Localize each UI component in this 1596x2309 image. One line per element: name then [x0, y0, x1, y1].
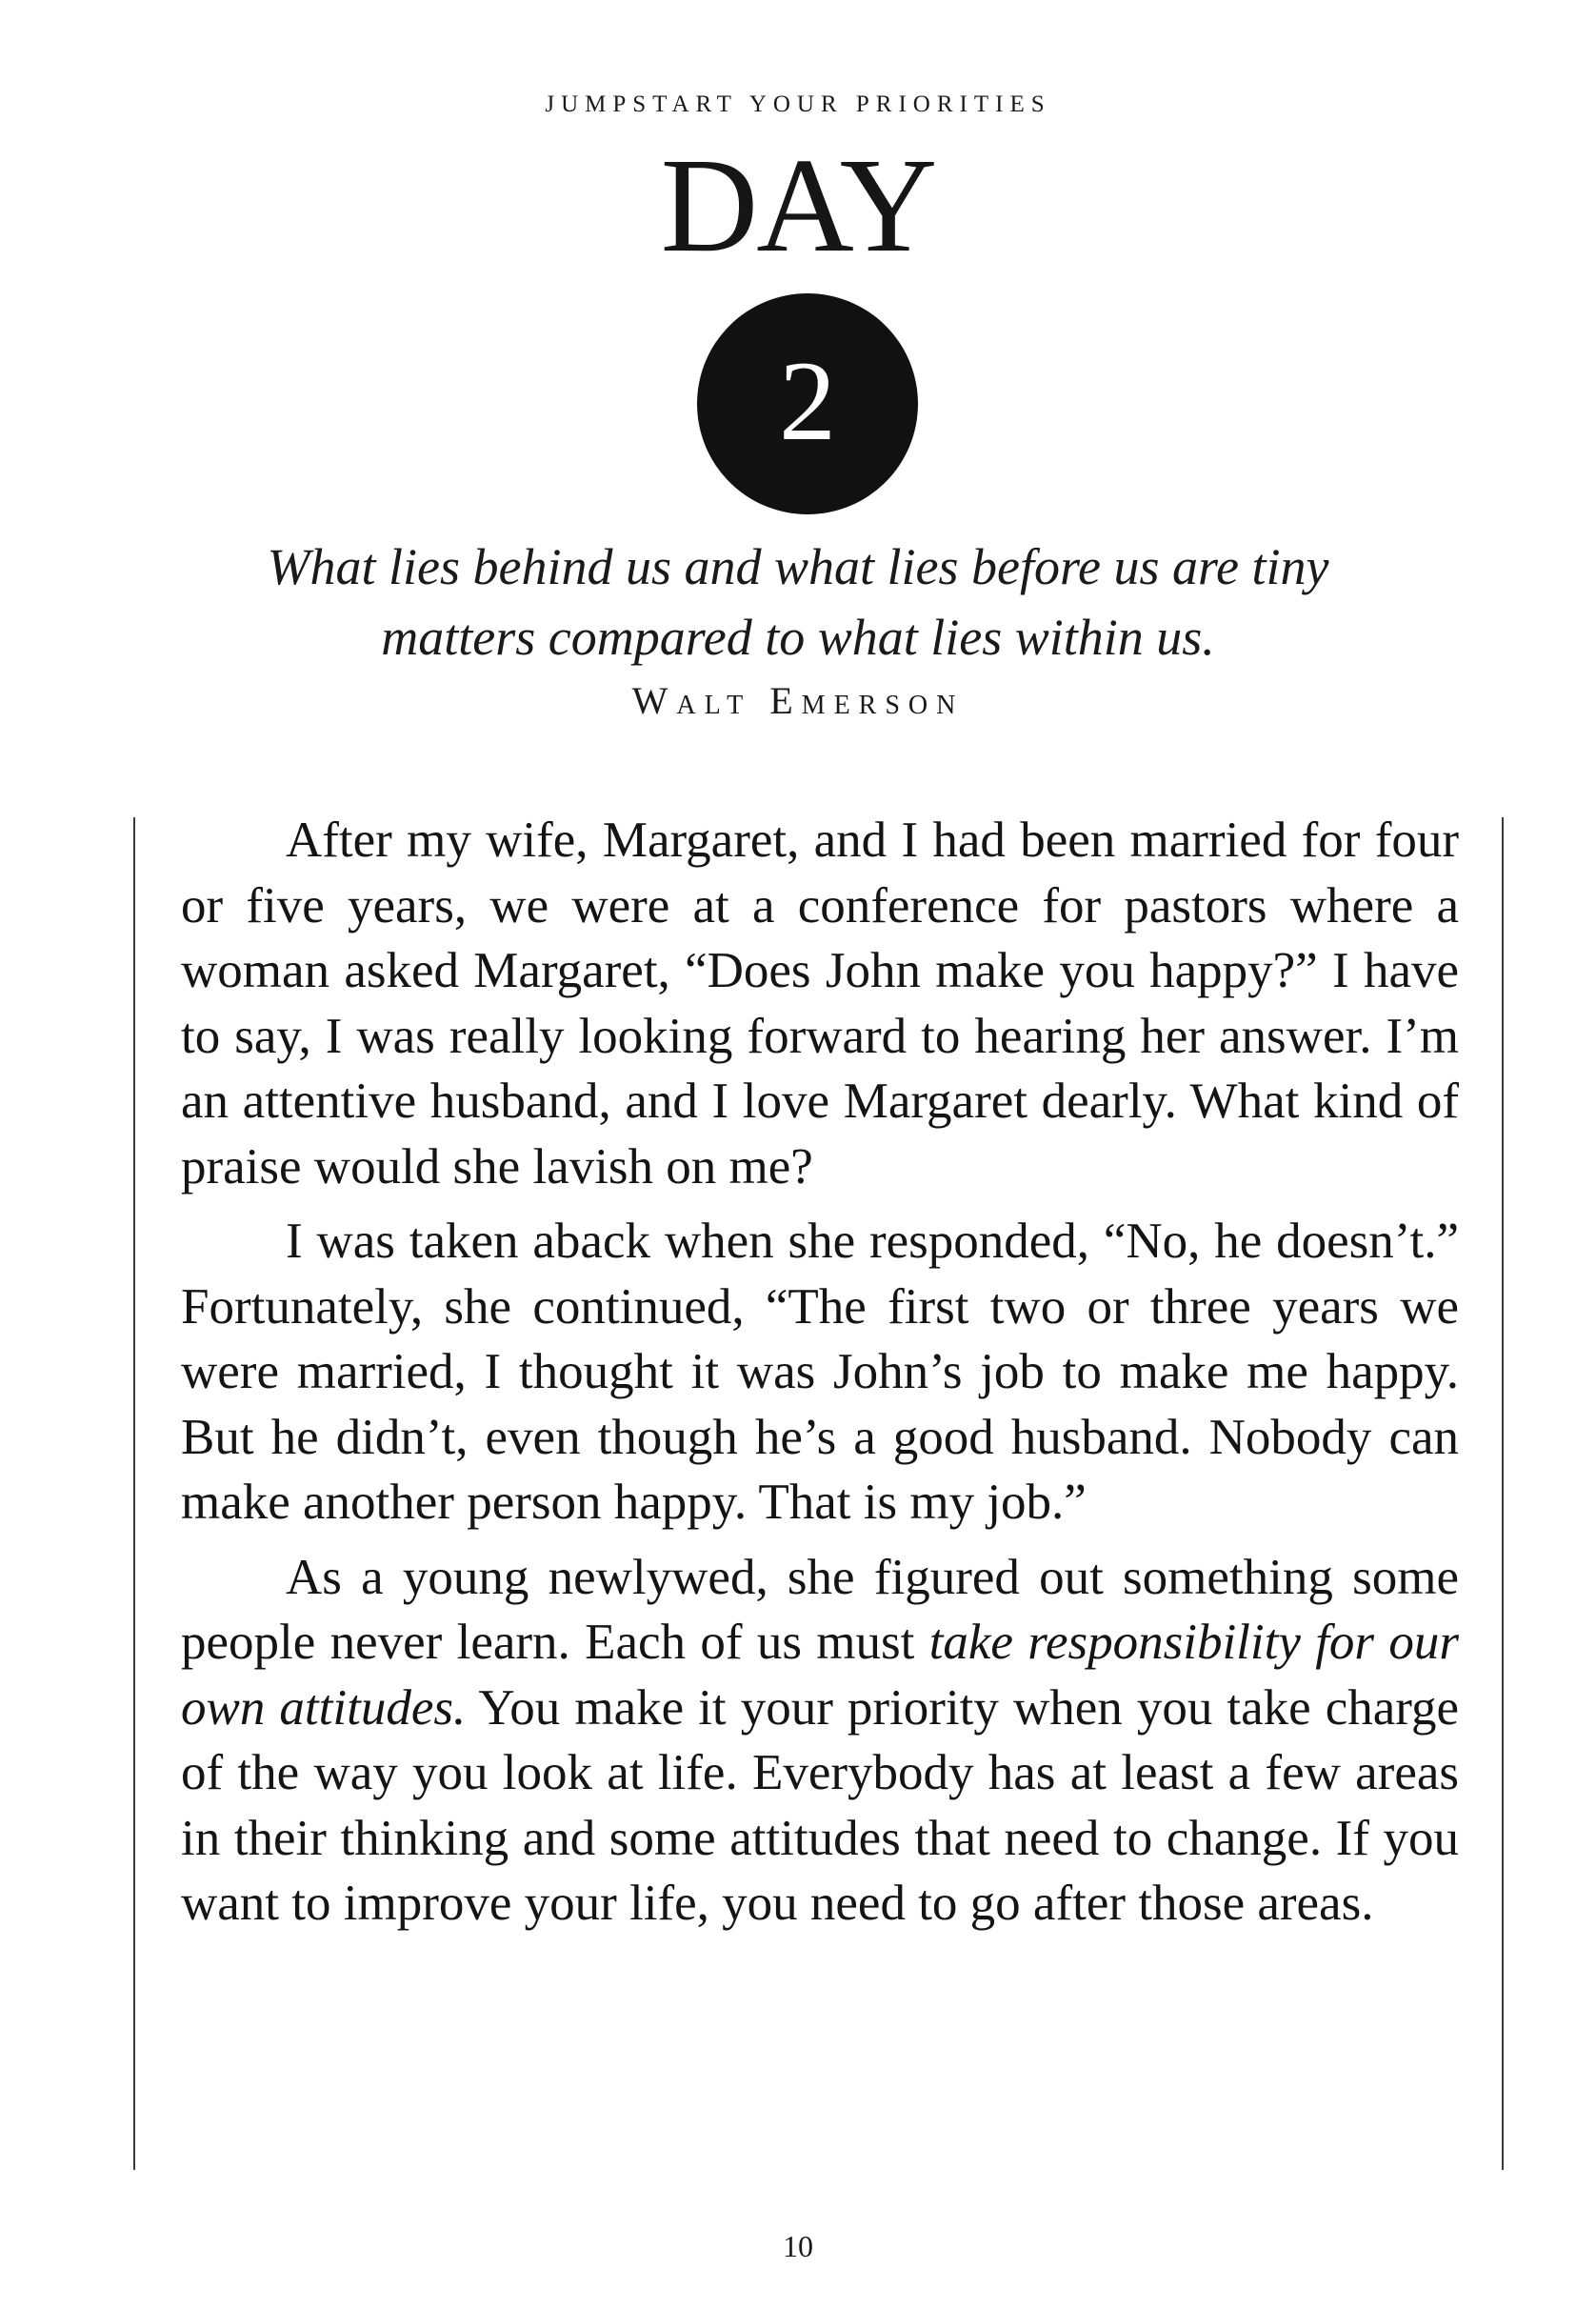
day-number-badge	[697, 293, 918, 514]
body-text	[181, 808, 1459, 1946]
left-margin-rule	[133, 817, 135, 2170]
day-number: 2	[779, 337, 836, 464]
paragraph-2: I was taken aback when she responded, “No, he doesn’t.” Fortunately, she continued, “The first two or three years we were married, I thought it was John’s job to make me happy. But he didn’t, even though he’s a good husband. Nobody can make another person happy. That is my job.”	[181, 1214, 1459, 1530]
epigraph-author: Walt Emerson	[631, 679, 965, 722]
paragraph-3-end: You make it your priority when you take charge of the way you look at life. Everybody has at least a few areas in their thinking and some attitudes that need to change. If you want to improve your life, you need to go after those areas.	[181, 1679, 1459, 1931]
paragraph-3-emphasis: take responsibility for our own attitudes.	[181, 1615, 1459, 1736]
paragraph-3	[181, 1545, 1459, 1937]
page-number: 10	[783, 2229, 813, 2263]
day-title: DAY	[660, 130, 936, 280]
paragraph-3-start: As a young newlywed, she figured out something some people never learn. Each of us must	[181, 1549, 1459, 1670]
paragraph-1: After my wife, Margaret, and I had been married for four or five years, we were at a conference for pastors where a woman asked Margaret, “Does John make you happy?” I have to say, I was really looking forward to hearing her answer. I’m an attentive husband, and I love Margaret dearly. What kind of praise would she lavish on me?	[181, 813, 1459, 1195]
running-head: JUMPSTART YOUR PRIORITIES	[545, 91, 1051, 117]
right-margin-rule	[1502, 817, 1504, 2170]
epigraph-quote: What lies behind us and what lies before us are tiny matters compared to what lies within us.	[267, 538, 1329, 666]
